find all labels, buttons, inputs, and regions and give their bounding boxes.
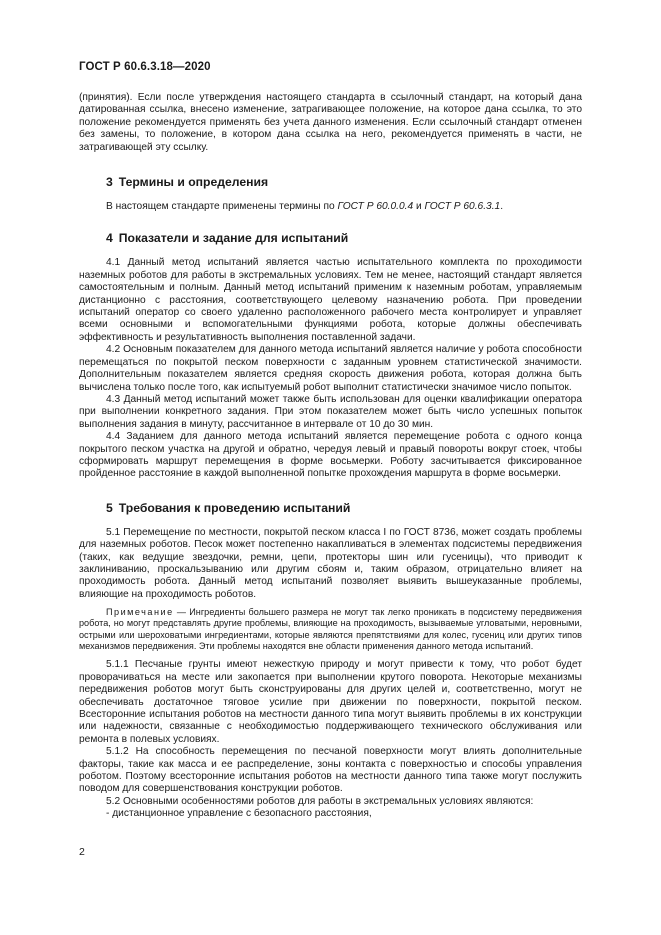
paragraph-4-4: 4.4 Заданием для данного метода испытаний является перемещение робота с одного конца покрытого песком участка на другой и обратно, чередуя левый и правый повороты вокруг стоек, чтобы сформировать маршрут перемещения в форме восьмерки. Роботу засчитывается фиксированное пройденное расстояние в каждой выполненной попытке прохождения маршрута в форме восьмерки.: [79, 431, 582, 480]
page-number: 2: [79, 846, 85, 858]
intro-paragraph: (принятия). Если после утверждения настоящего стандарта в ссылочный стандарт, на который дана датированная ссылка, внесено изменение, затрагивающее положение, на которое дана ссылка, то это положение рекомендуется применять без учета данного изменения. Если ссылочный стандарт отменен без замены, то положение, в котором дана ссылка на него, рекомендуется применять в части, не затрагивающей эту ссылку.: [79, 92, 582, 153]
standard-ref-60-6-3-1: ГОСТ Р 60.6.3.1: [424, 201, 501, 213]
paragraph-5-2: 5.2 Основными особенностями роботов для работы в экстремальных условиях являются:: [106, 795, 534, 807]
section-5-title: Требования к проведению испытаний: [118, 500, 351, 515]
note-text: — Ингредиенты большего размера не могут так легко проникать в подсистему передвижения робота, но могут представлять другие проблемы, влияющие на проходимость, вызываемые угловатыми, неровными, острыми или шероховатыми ингредиентами, которые являются препятствиями для колес, гусениц или других типов механизмов передвижения. Эти проблемы находятся вне области применения данного метода испытаний.: [79, 607, 582, 652]
document-body: [79, 92, 582, 821]
section-5-number: 5: [106, 500, 113, 515]
section-4-title: Показатели и задание для испытаний: [118, 231, 349, 246]
paragraph-5-1-1: 5.1.1 Песчаные грунты имеют нежесткую природу и могут привести к тому, что робот будет проворачиваться на месте или закопается при выполнении крутого поворота. Некоторые механизмы передвижения роботов могут быть сконструированы для других целей и, соответственно, могут не обеспечивать достаточное тяговое усилие при движении по поверхности, покрытой песком. Всесторонние испытания роботов на местности данного типа могут выявить проблемы в их конструкции или надежности, связанные с необходимостью поддерживающего технического обслуживания или ремонта в полевых условиях.: [79, 659, 582, 745]
section-5-heading: [79, 501, 582, 515]
paragraph-4-1: 4.1 Данный метод испытаний является частью испытательного комплекта по проходимости наземных роботов для работы в экстремальных условиях. Тем не менее, настоящий стандарт является самостоятельным и полным. Данный метод испытаний применим к наземным роботам, управляемым дистанционно с расстояния, соответствующего целевому назначению робота. При проведении испытаний оператор со своего удаленно расположенного рабочего места контролирует и управляет всеми основными и вспомогательными функциями робота, которые должны обеспечивать эффективность и результативность выполнения поставленной задачи.: [79, 257, 582, 343]
paragraph-5-1-2: 5.1.2 На способность перемещения по песчаной поверхности могут влиять дополнительные факторы, такие как масса и ее распределение, зоны контакта с поверхностью и способы управления роботом. Поэтому всесторонние испытания роботов на местности данного типа также могут послужить поводом для совершенствования конструкции роботов.: [79, 746, 582, 795]
note: [79, 607, 582, 652]
list-item: - дистанционное управление с безопасного расстояния,: [106, 808, 372, 820]
section-4-number: 4: [106, 231, 113, 246]
paragraph-5-1: 5.1 Перемещение по местности, покрытой песком класса I по ГОСТ 8736, может создать проблемы для наземных роботов. Песок может постепенно накапливаться в элементах подсистемы передвижения (таких, как ведущие звездочки, ремни, цепи, протекторы шин или гусеницы), что приводит к заклиниванию, проскальзыванию или другим сбоям и, таким образом, отрицательно влияет на проходимость робота. Данный метод испытаний позволяет выявить вышеуказанные проблемы, влияющие на проходимость роботов.: [79, 526, 582, 600]
section-3-text: В настоящем стандарте применены термины по ГОСТ Р 60.0.0.4 и ГОСТ Р 60.6.3.1.: [106, 201, 504, 213]
standard-ref-60-0-0-4: ГОСТ Р 60.0.0.4: [337, 201, 414, 213]
note-label: Примечание: [106, 607, 174, 618]
paragraph-4-3: 4.3 Данный метод испытаний может также быть использован для оценки квалификации оператора при выполнении конкретного задания. При этом показателем может быть число успешных попыток выполнения задания в минуту, рассчитанное в интервале от 10 до 30 мин.: [79, 393, 582, 430]
document-header: ГОСТ Р 60.6.3.18—2020: [79, 61, 211, 73]
section-3-title: Термины и определения: [118, 175, 269, 190]
section-4-heading: [79, 231, 582, 245]
paragraph-4-2: 4.2 Основным показателем для данного метода испытаний является наличие у робота способности перемещаться по покрытой песком поверхности с заданным уровнем статистической значимости. Дополнительным показателем является средняя скорость движения робота, которая должна быть вычислена только после того, как испытуемый робот выполнит статистически значимое число попыток.: [79, 344, 582, 393]
section-3-heading: [79, 175, 582, 189]
section-3-number: 3: [106, 175, 113, 190]
